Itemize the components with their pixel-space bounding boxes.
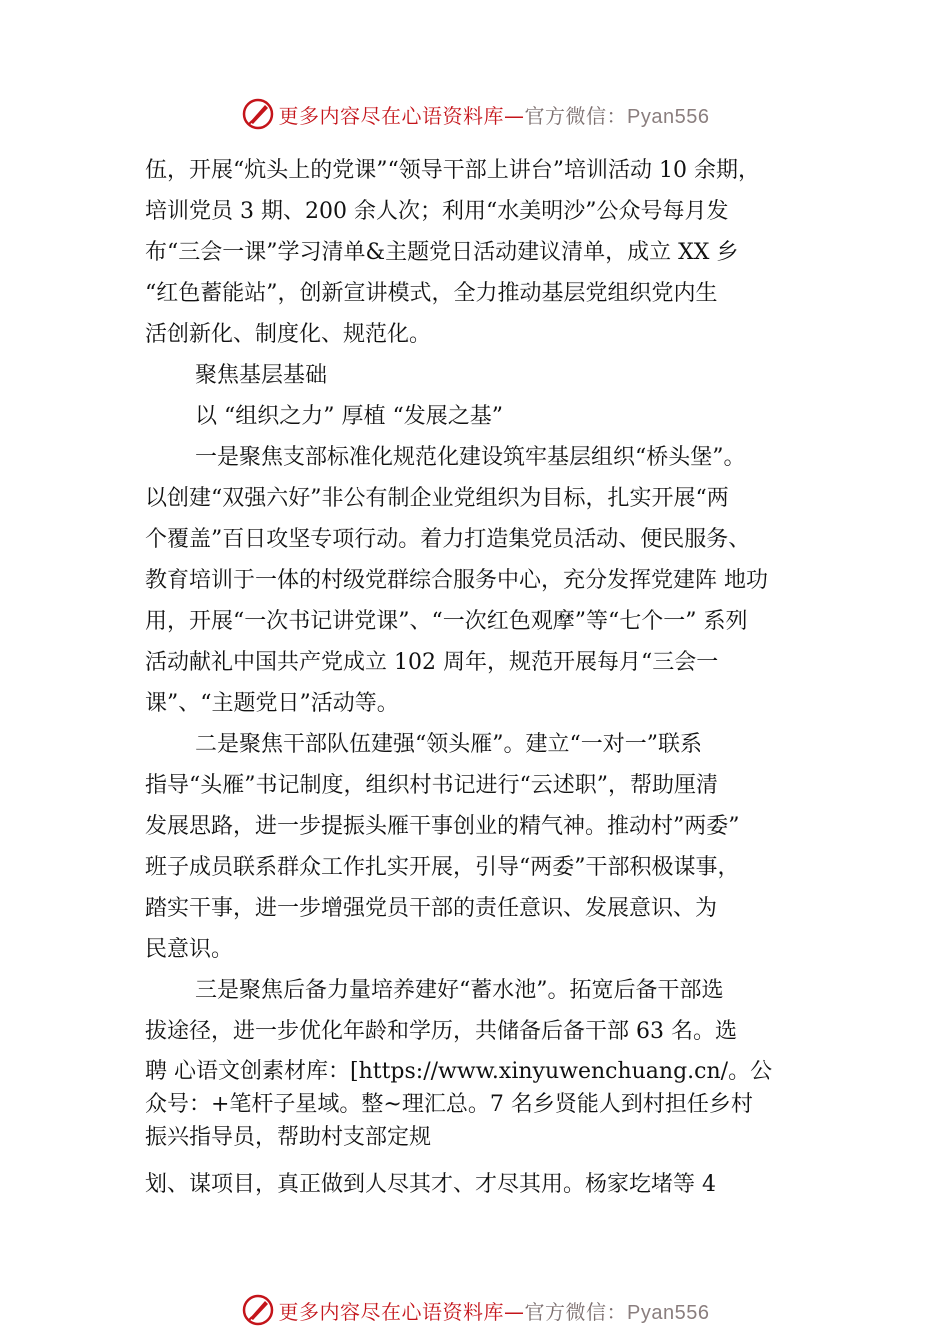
body-line: 以创建“双强六好”非公有制企业党组织为目标，扎实开展“两 — [145, 486, 729, 511]
document-body — [145, 150, 840, 1205]
body-line: 二是聚焦干部队伍建强“领头雁”。建立“一对一”联系 — [195, 732, 702, 757]
body-line: 振兴指导员，帮助村支部定规 — [145, 1125, 432, 1150]
body-line: 个覆盖”百日攻坚专项行动。着力打造集党员活动、便民服务、 — [145, 527, 751, 552]
body-line: 活创新化、制度化、规范化。 — [145, 322, 432, 347]
body-line-watermark: 众号：+笔杆子星域。整~理汇总。7 名乡贤能人到村担任乡村 — [145, 1092, 753, 1117]
body-line: 指导“头雁”书记制度，组织村书记进行“云述职”，帮助厘清 — [145, 773, 718, 798]
body-line: 教育培训于一体的村级党群综合服务中心，充分发挥党建阵 地功 — [145, 568, 768, 593]
body-line: 发展思路，进一步提振头雁干事创业的精气神。推动村”两委” — [145, 814, 740, 839]
quill-logo-icon — [241, 1293, 275, 1327]
footer-wechat-id: Pyan556 — [627, 1301, 710, 1324]
body-line: 三是聚焦后备力量培养建好“蓄水池”。拓宽后备干部选 — [195, 978, 724, 1003]
body-line: 用，开展“一次书记讲党课”、“一次红色观摩”等“七个一” 系列 — [145, 609, 748, 634]
body-line: 一是聚焦支部标准化规范化建设筑牢基层组织“桥头堡”。 — [195, 445, 746, 470]
footer-banner — [0, 1290, 950, 1330]
section-subheading: 以 “组织之力” 厚植 “发展之基” — [195, 404, 503, 429]
header-wechat-id: Pyan556 — [627, 105, 710, 128]
body-line: 课”、“主题党日”活动等。 — [145, 691, 399, 716]
body-line: 踏实干事，进一步增强党员干部的责任意识、发展意识、为 — [145, 896, 718, 921]
body-line-watermark: 聘 心语文创素材库：[https://www.xinyuwenchuang.cn/。公 — [145, 1059, 773, 1084]
header-text: 更多内容尽在心语资料库—官方微信：Pyan556 — [278, 103, 710, 128]
body-line: 培训党员 3 期、200 余人次；利用“水美明沙”公众号每月发 — [145, 199, 729, 224]
quill-logo-icon — [241, 97, 275, 131]
body-line: 布“三会一课”学习清单&主题党日活动建议清单，成立 XX 乡 — [145, 240, 739, 265]
body-line: 伍，开展“炕头上的党课”“领导干部上讲台”培训活动 10 余期， — [145, 158, 760, 183]
body-line: 拔途径，进一步优化年龄和学历，共储备后备干部 63 名。选 — [145, 1019, 737, 1044]
body-line: 活动献礼中国共产党成立 102 周年，规范开展每月“三会一 — [145, 650, 719, 675]
body-line: 划、谋项目，真正做到人尽其才、才尽其用。杨家圪堵等 4 — [145, 1172, 716, 1197]
body-line: 班子成员联系群众工作扎实开展，引导“两委”干部积极谋事， — [145, 855, 740, 880]
body-line: 民意识。 — [145, 937, 234, 962]
body-line: “红色蓄能站”，创新宣讲模式，全力推动基层党组织党内生 — [145, 281, 718, 306]
header-banner — [0, 94, 950, 134]
footer-text: 更多内容尽在心语资料库—官方微信：Pyan556 — [278, 1299, 710, 1324]
section-heading: 聚焦基层基础 — [195, 363, 328, 388]
